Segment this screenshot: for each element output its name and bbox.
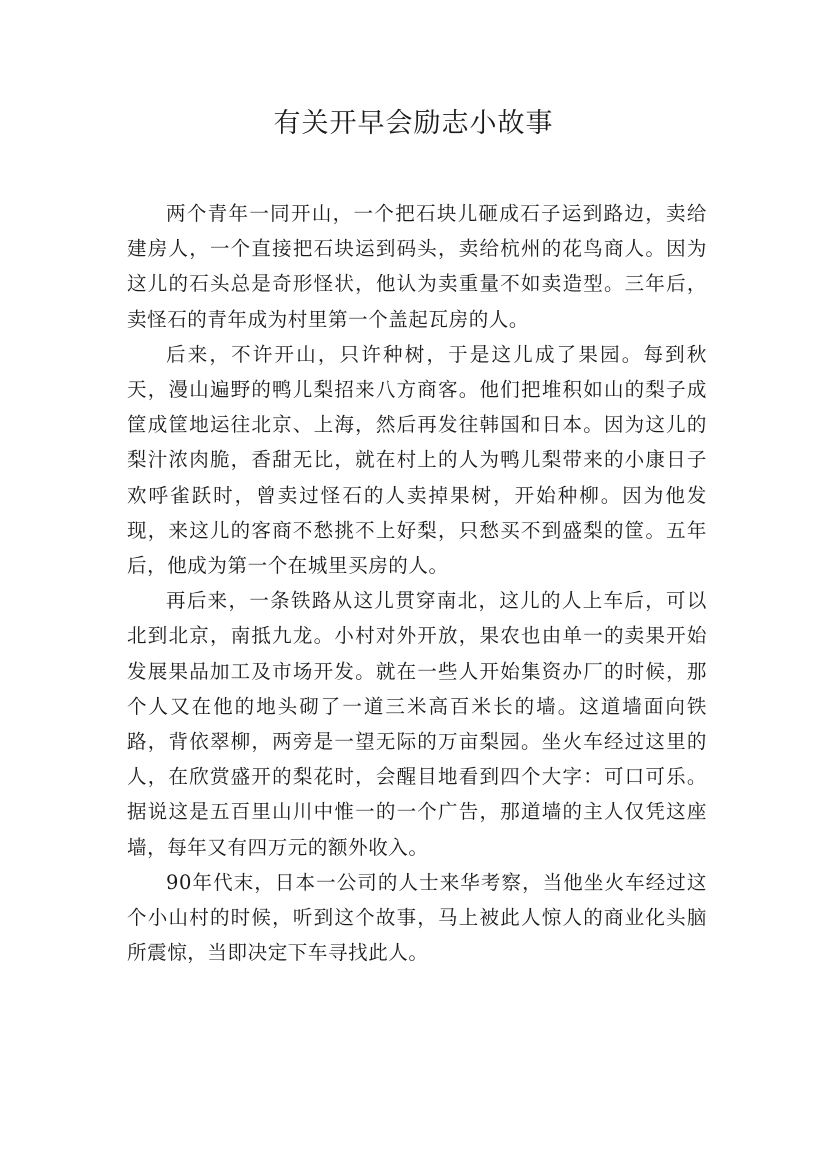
paragraph-3: 再后来，一条铁路从这儿贯穿南北，这儿的人上车后，可以北到北京，南抵九龙。小村对外开放，果农也由单一的卖果开始发展果品加工及市场开发。就在一些人开始集资办厂的时候，那个人又在他的地头砌了一道三米高百米长的墙。这道墙面向铁路，背依翠柳，两旁是一望无际的万亩梨园。坐火车经过这里的人，在欣赏盛开的梨花时，会醒目地看到四个大字：可口可乐。据说这是五百里山川中惟一的一个广告，那道墙的主人仅凭这座墙，每年又有四万元的额外收入。 (127, 589, 707, 859)
paragraph-2: 后来，不许开山，只许种树，于是这儿成了果园。每到秋天，漫山遍野的鸭儿梨招来八方商客。他们把堆积如山的梨子成筐成筐地运往北京、上海，然后再发往韩国和日本。因为这儿的梨汁浓肉脆，香甜无比，就在村上的人为鸭儿梨带来的小康日子欢呼雀跃时，曾卖过怪石的人卖掉果树，开始种柳。因为他发现，来这儿的客商不愁挑不上好梨，只愁买不到盛梨的筐。五年后，他成为第一个在城里买房的人。 (127, 342, 707, 578)
document-title: 有关开早会励志小故事 (273, 108, 554, 139)
paragraph-1: 两个青年一同开山，一个把石块儿砸成石子运到路边，卖给建房人，一个直接把石块运到码头，卖给杭州的花鸟商人。因为这儿的石头总是奇形怪状，他认为卖重量不如卖造型。三年后，卖怪石的青年成为村里第一个盖起瓦房的人。 (127, 202, 707, 331)
paragraph-4: 90年代末，日本一公司的人士来华考察，当他坐火车经过这个小山村的时候，听到这个故事，马上被此人惊人的商业化头脑所震惊，当即决定下车寻找此人。 (127, 870, 707, 965)
document-body (127, 196, 707, 970)
